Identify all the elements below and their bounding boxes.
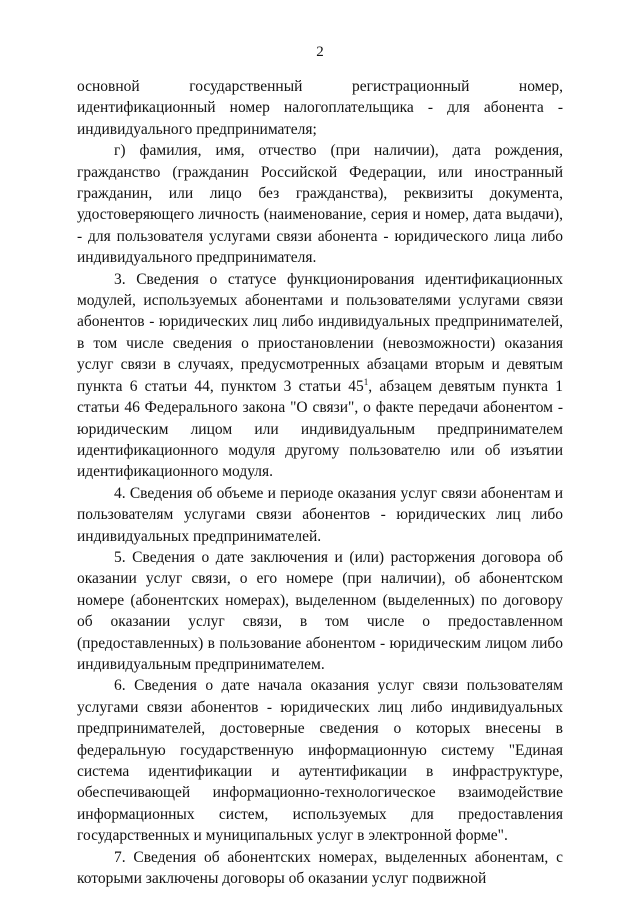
paragraph-item-5: 5. Сведения о дате заключения и (или) расторжения договора об оказании услуг связи, о его номере (при наличии), об абонентском номере (абонентских номерах), выделенном (выделенных) по договору об оказании услуг связи, в том числе о предоставленном (предоставленных) в пользование абонентом - юридическим лицом либо индивидуальным предпринимателем.	[77, 548, 563, 673]
document-body	[77, 76, 563, 889]
paragraph-item-3	[77, 269, 563, 483]
footnote-superscript: 1	[363, 376, 369, 387]
paragraph-continuation: основной государственный регистрационный номер, идентификационный номер налогоплательщика - для абонента - индивидуального предпринимателя;	[77, 78, 563, 138]
paragraph-item-3-text-before: 3. Сведения о статусе функционирования идентификационных модулей, используемых абонентами и пользователями услугами связи абонентов - юридических лиц либо индивидуальных предпринимателей, в том числе сведения о приостановлении (невозможности) оказания услуг связи в случаях, предусмотренных абзацами вторым и девятым пункта 6 статьи 44, пунктом 3 статьи 45	[77, 270, 563, 395]
page-number: 2	[316, 44, 324, 60]
paragraph-item-3-text-after: , абзацем девятым пункта 1 статьи 46 Федерального закона "О связи", о факте передачи абонентом - юридическим лицом или индивидуальным предпринимателем идентификационного модуля другому пользователю или об изъятии идентификационного модуля.	[77, 377, 563, 481]
paragraph-item-4: 4. Сведения об объеме и периоде оказания услуг связи абонентам и пользователям услугами связи абонентов - юридических лиц либо индивидуальных предпринимателей.	[77, 484, 563, 545]
paragraph-item-g: г) фамилия, имя, отчество (при наличии), дата рождения, гражданство (гражданин Российской Федерации, или иностранный гражданин, или лицо без гражданства), реквизиты документа, удостоверяющего личность (наименование, серия и номер, дата выдачи), - для пользователя услугами связи абонента - юридического лица либо индивидуального предпринимателя.	[77, 142, 563, 267]
paragraph-item-6: 6. Сведения о дате начала оказания услуг связи пользователям услугами связи абонентов - юридических лиц либо индивидуальных предпринимателей, достоверные сведения о которых внесены в федеральную государственную информационную систему "Единая система идентификации и аутентификации в инфраструктуре, обеспечивающей информационно-технологическое взаимодействие информационных систем, используемых для предоставления государственных и муниципальных услуг в электронной форме".	[77, 677, 563, 845]
paragraph-item-7: 7. Сведения об абонентских номерах, выделенных абонентам, с которыми заключены договоры об оказании услуг подвижной	[77, 848, 563, 888]
